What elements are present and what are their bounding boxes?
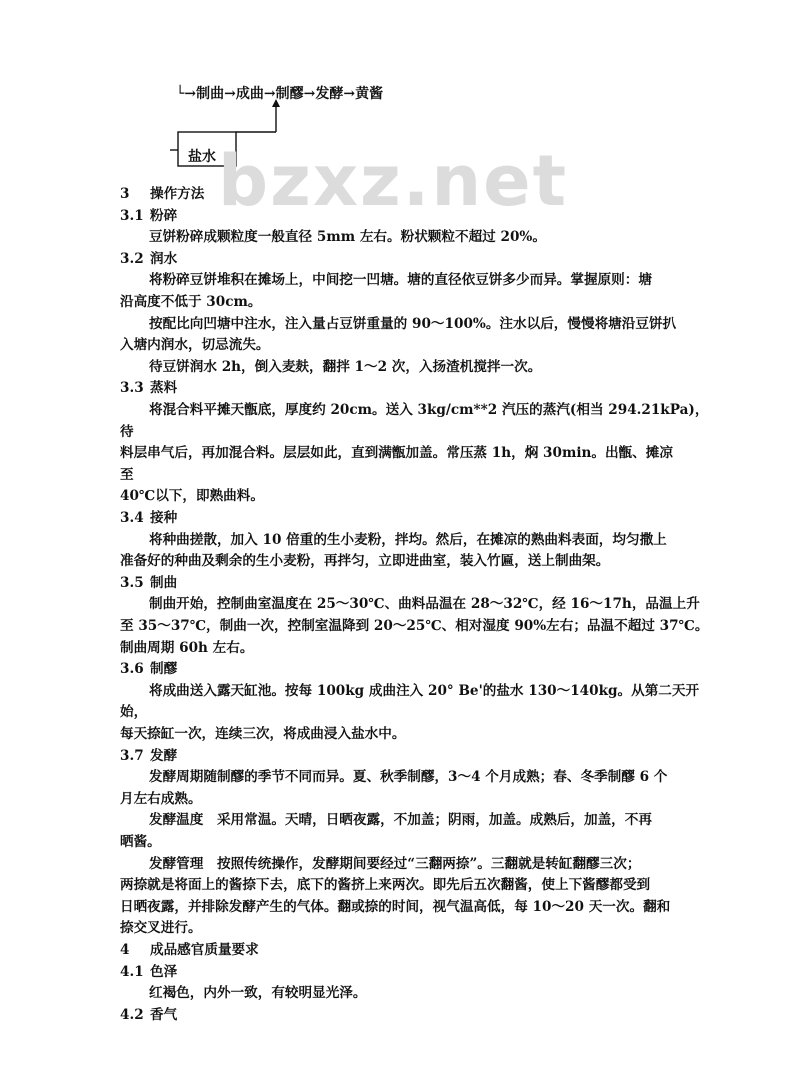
section-heading: [120, 660, 177, 678]
section-heading: [120, 185, 204, 203]
section-title: 蒸料: [150, 380, 178, 397]
section-number: 3: [120, 186, 130, 202]
section-heading: [120, 963, 177, 981]
section-title: 发酵: [150, 747, 178, 764]
paragraph-line: 40℃以下，即熟曲料。: [120, 488, 264, 505]
paragraph-line: 日晒夜露，并排除发酵产生的气体。翻或捺的时间，视气温高低，每 10～20 天一次。翻和: [120, 898, 671, 915]
paragraph-line: 豆饼粉碎成颗粒度一般直径 5mm 左右。粉状颗粒不超过 20%。: [149, 229, 546, 246]
section-number: 3.3: [120, 380, 144, 397]
paragraph-line: 捺交叉进行。: [120, 920, 202, 937]
paragraph-line: 将粉碎豆饼堆积在摊场上，中间挖一凹塘。塘的直径依豆饼多少而异。掌握原则：塘: [149, 272, 652, 289]
section-title: 制曲: [150, 574, 178, 591]
paragraph-line: 红褐色，内外一致，有较明显光泽。: [149, 985, 367, 1002]
section-title: 接种: [150, 510, 178, 526]
paragraph-line: 入塘内润水，切忌流失。: [120, 337, 270, 354]
section-title: 操作方法: [150, 186, 205, 202]
watermark: bzxz.net: [218, 140, 569, 222]
paragraph-line: 料层串气后，再加混合料。层层如此，直到满甑加盖。常压蒸 1h，焖 30min。出甑、摊凉: [120, 445, 673, 462]
paragraph-line: 每天捺缸一次，连续三次，将成曲浸入盐水中。: [120, 726, 406, 742]
paragraph-line: 沿高度不低于 30cm。: [120, 294, 262, 310]
paragraph-line: 始，: [120, 704, 148, 721]
section-number: 3.4: [120, 510, 144, 526]
section-number: 4: [120, 942, 130, 958]
section-heading: [120, 207, 177, 225]
section-number: 3.6: [120, 661, 144, 678]
section-heading: [120, 379, 177, 397]
section-title: 香气: [150, 1006, 178, 1023]
flow-box-label: 盐水: [188, 149, 216, 165]
paragraph-line: 制曲开始，控制曲室温度在 25～30℃、曲料品温在 28～32℃，经 16～17h，品温上升: [149, 596, 700, 613]
section-heading: [120, 509, 177, 527]
section-number: 3.1: [120, 207, 144, 224]
section-number: 3.5: [120, 574, 144, 591]
paragraph-line: 月左右成熟。: [120, 790, 202, 807]
section-number: 4.1: [120, 963, 144, 980]
paragraph-line: 按配比向凹塘中注水，注入量占豆饼重量的 90～100%。注水以后，慢慢将塘沿豆饼扒: [149, 315, 677, 332]
section-title: 制醪: [150, 661, 178, 678]
paragraph-line: 发酵周期随制醪的季节不同而异。夏、秋季制醪，3～4 个月成熟；春、冬季制醪 6 个: [149, 769, 668, 786]
section-heading: [120, 574, 177, 592]
flow-chain-text: └→制曲→成曲→制醪→发酵→黄酱: [176, 86, 384, 102]
section-title: 粉碎: [150, 207, 178, 224]
paragraph-line: 晒酱。: [120, 834, 161, 850]
paragraph-line: 准备好的种曲及剩余的生小麦粉，再拌匀，立即进曲室，装入竹匾，送上制曲架。: [120, 553, 610, 570]
paragraph-line: 将成曲送入露天缸池。按每 100kg 成曲注入 20° Be'的盐水 130～140kg。从第二天开: [149, 682, 700, 699]
paragraph-line: 至: [120, 466, 134, 483]
section-title: 成品感官质量要求: [150, 942, 259, 958]
paragraph-line: 发酵管理 按照传统操作，发酵期间要经过“三翻两捺”。三翻就是转缸翻醪三次；: [149, 855, 641, 872]
section-number: 3.2: [120, 250, 144, 267]
paragraph-line: 发酵温度 采用常温。天晴，日晒夜露，不加盖；阴雨，加盖。成熟后，加盖，不再: [149, 812, 652, 829]
section-title: 润水: [150, 250, 178, 267]
paragraph-line: 待豆饼润水 2h，倒入麦麸，翻拌 1～2 次，入扬渣机搅拌一次。: [149, 358, 542, 375]
paragraph-line: 将混合料平摊天甑底，厚度约 20cm。送入 3kg/cm**2 汽压的蒸汽(相当 294.21kPa)，: [149, 402, 709, 418]
paragraph-line: 待: [120, 423, 134, 440]
paragraph-line: 将种曲搓散，加入 10 倍重的生小麦粉，拌均。然后，在摊凉的熟曲料表面，均匀撒上: [149, 531, 667, 548]
section-number: 4.2: [120, 1006, 144, 1023]
section-heading: [120, 250, 177, 268]
paragraph-line: 至 35～37℃，制曲一次，控制室温降到 20～25℃、相对湿度 90%左右；品温不超过 37℃。: [120, 618, 709, 634]
section-heading: [120, 747, 177, 765]
section-heading: [120, 941, 259, 959]
paragraph-line: 制曲周期 60h 左右。: [120, 639, 254, 656]
paragraph-line: 两捺就是将面上的酱捺下去，底下的酱挤上来两次。即先后五次翻酱，使上下酱醪都受到: [120, 877, 651, 894]
section-heading: [120, 1006, 177, 1024]
section-number: 3.7: [120, 747, 144, 764]
section-title: 色泽: [150, 963, 178, 980]
